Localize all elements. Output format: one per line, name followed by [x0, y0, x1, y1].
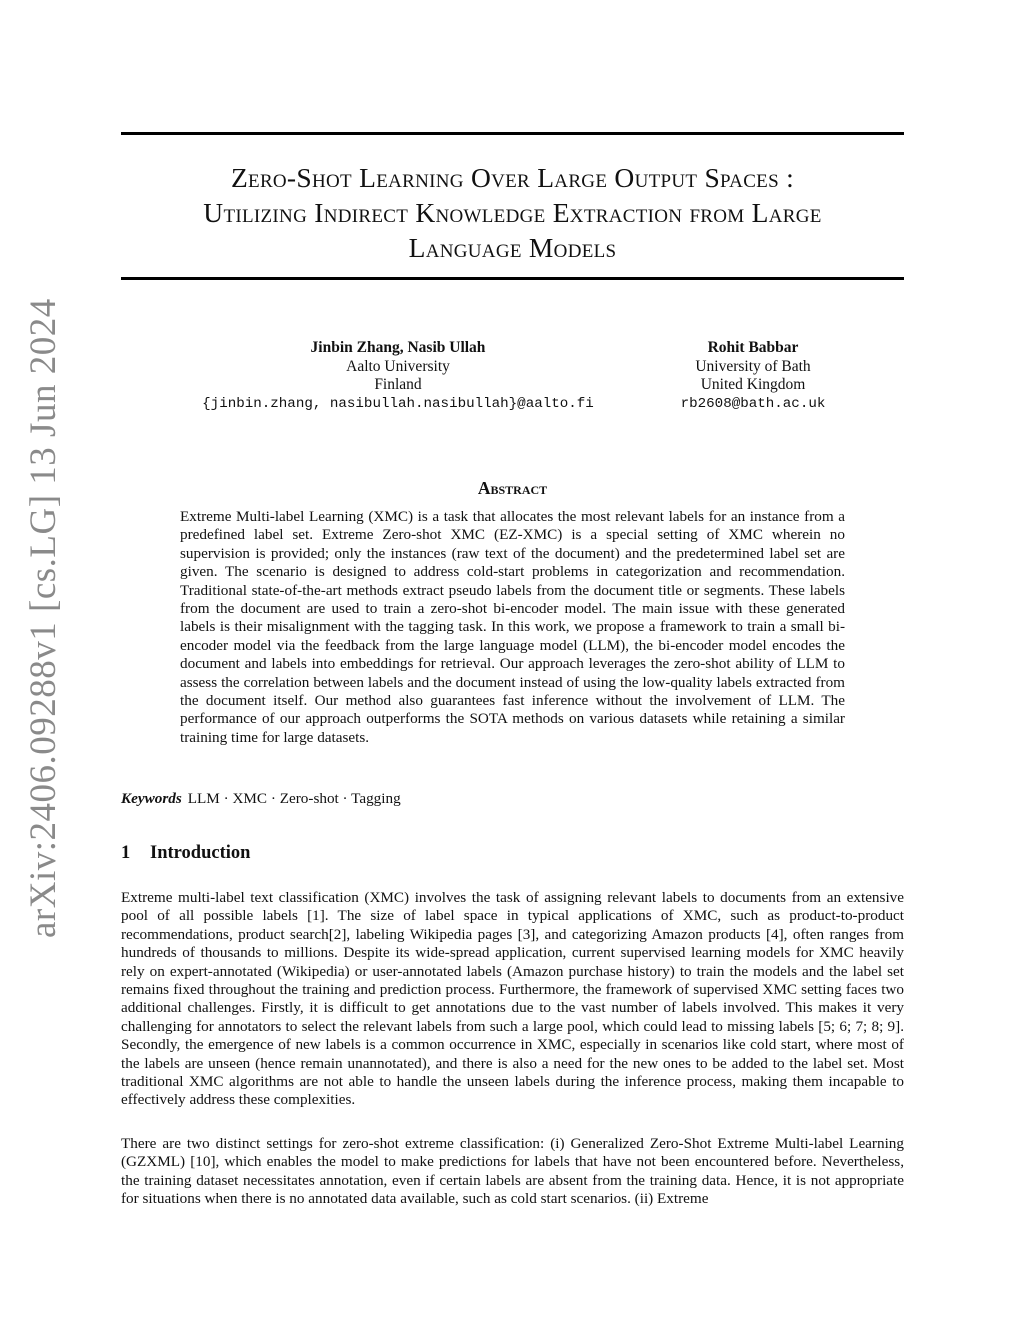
title-top-rule — [121, 132, 904, 135]
keywords-label: Keywords — [121, 790, 182, 807]
keywords-line — [121, 790, 401, 808]
body-paragraph: There are two distinct settings for zero-shot extreme classification: (i) Generalized Zero-Shot Extreme Multi-label Learning (GZXML) [10], which enables the model to make predictions for labels that have not been encountered before. Nevertheless, the training dataset necessitates annotation, even if certain labels are absent from the training data. Hence, it is not appropriate for situations when there is no annotated data available, such as cold start scenarios. (ii) Extreme — [121, 1135, 904, 1208]
abstract-text: Extreme Multi-label Learning (XMC) is a task that allocates the most relevant labels for an instance from a predefined label set. Extreme Zero-shot XMC (EZ-XMC) is a special setting of XMC wherein no supervision is provided; only the instances (raw text of the document) and the predetermined label set are given. The scenario is designed to address cold-start problems in categorization and recommendation. Traditional state-of-the-art methods extract pseudo labels from the document title or segments. These labels from the document are used to train a zero-shot bi-encoder model. The main issue with these generated labels is their misalignment with the tagging task. In this work, we propose a framework to train a small bi-encoder model via the feedback from the large language model (LLM), the bi-encoder model encodes the document and labels into embeddings for retrieval. Our approach leverages the zero-shot ability of LLM to assess the correlation between labels and the document instead of using the low-quality labels extracted from the document itself. Our method also guarantees fast inference without the involvement of LLM. The performance of our approach outperforms the SOTA methods on various datasets while retaining a similar training time for large datasets. — [180, 508, 845, 746]
author-block — [670, 339, 836, 413]
section-number: 1 — [121, 843, 131, 863]
body-paragraph: Extreme multi-label text classification (XMC) involves the task of assigning relevant labels to documents from an extensive pool of all possible labels [1]. The size of label space in typical applications of XMC, such as product-to-product recommendations, product search[2], labeling Wikipedia pages [3], and categorizing Amazon products [4], often ranges from hundreds of thousands to millions. Despite its wide-spread application, current supervised learning models for XMC heavily rely on expert-annotated (Wikipedia) or user-annotated labels (Amazon purchase history) to train the models and the label set remains fixed throughout the training and prediction process. Furthermore, the framework of supervised XMC setting faces two additional challenges. Firstly, it is difficult to get annotations due to the vast number of labels involved. This makes it very challenging for annotators to select the relevant labels from such a large pool, which could lead to missing labels [5; 6; 7; 8; 9]. Secondly, the emergence of new labels is a common occurrence in XMC, especially in scenarios like cold start, where most of the labels are unseen (hence remain unannotated), and there is also a need for the new ones to be added to the label set. Most traditional XMC algorithms are not able to handle the unseen labels during the inference process, making them incapable to effectively address these complexities. — [121, 889, 904, 1109]
title-line: Zero-Shot Learning Over Large Output Spaces : — [230, 162, 795, 193]
arxiv-identifier: arXiv:2406.09288v1 [cs.LG] 13 Jun 2024 — [23, 298, 64, 938]
author-affiliation: University of Bath — [695, 357, 811, 375]
abstract-heading: Abstract — [477, 478, 548, 498]
author-email: rb2608@bath.ac.uk — [680, 395, 826, 412]
author-country: United Kingdom — [700, 376, 806, 393]
title-line: Utilizing Indirect Knowledge Extraction from Large — [203, 197, 822, 228]
keywords-text: LLM · XMC · Zero-shot · Tagging — [187, 790, 401, 807]
title-bottom-rule — [121, 277, 904, 280]
author-email: {jinbin.zhang, nasibullah.nasibullah}@aalto.fi — [202, 395, 594, 412]
title-line: Language Models — [408, 232, 617, 263]
author-name: Jinbin Zhang, Nasib Ullah — [310, 339, 486, 356]
author-name: Rohit Babbar — [707, 339, 799, 356]
author-affiliation: Aalto University — [346, 357, 450, 375]
author-block — [190, 339, 606, 413]
section-heading — [121, 843, 250, 864]
paper-title — [121, 160, 904, 265]
author-country: Finland — [374, 376, 422, 393]
section-title: Introduction — [150, 843, 251, 863]
